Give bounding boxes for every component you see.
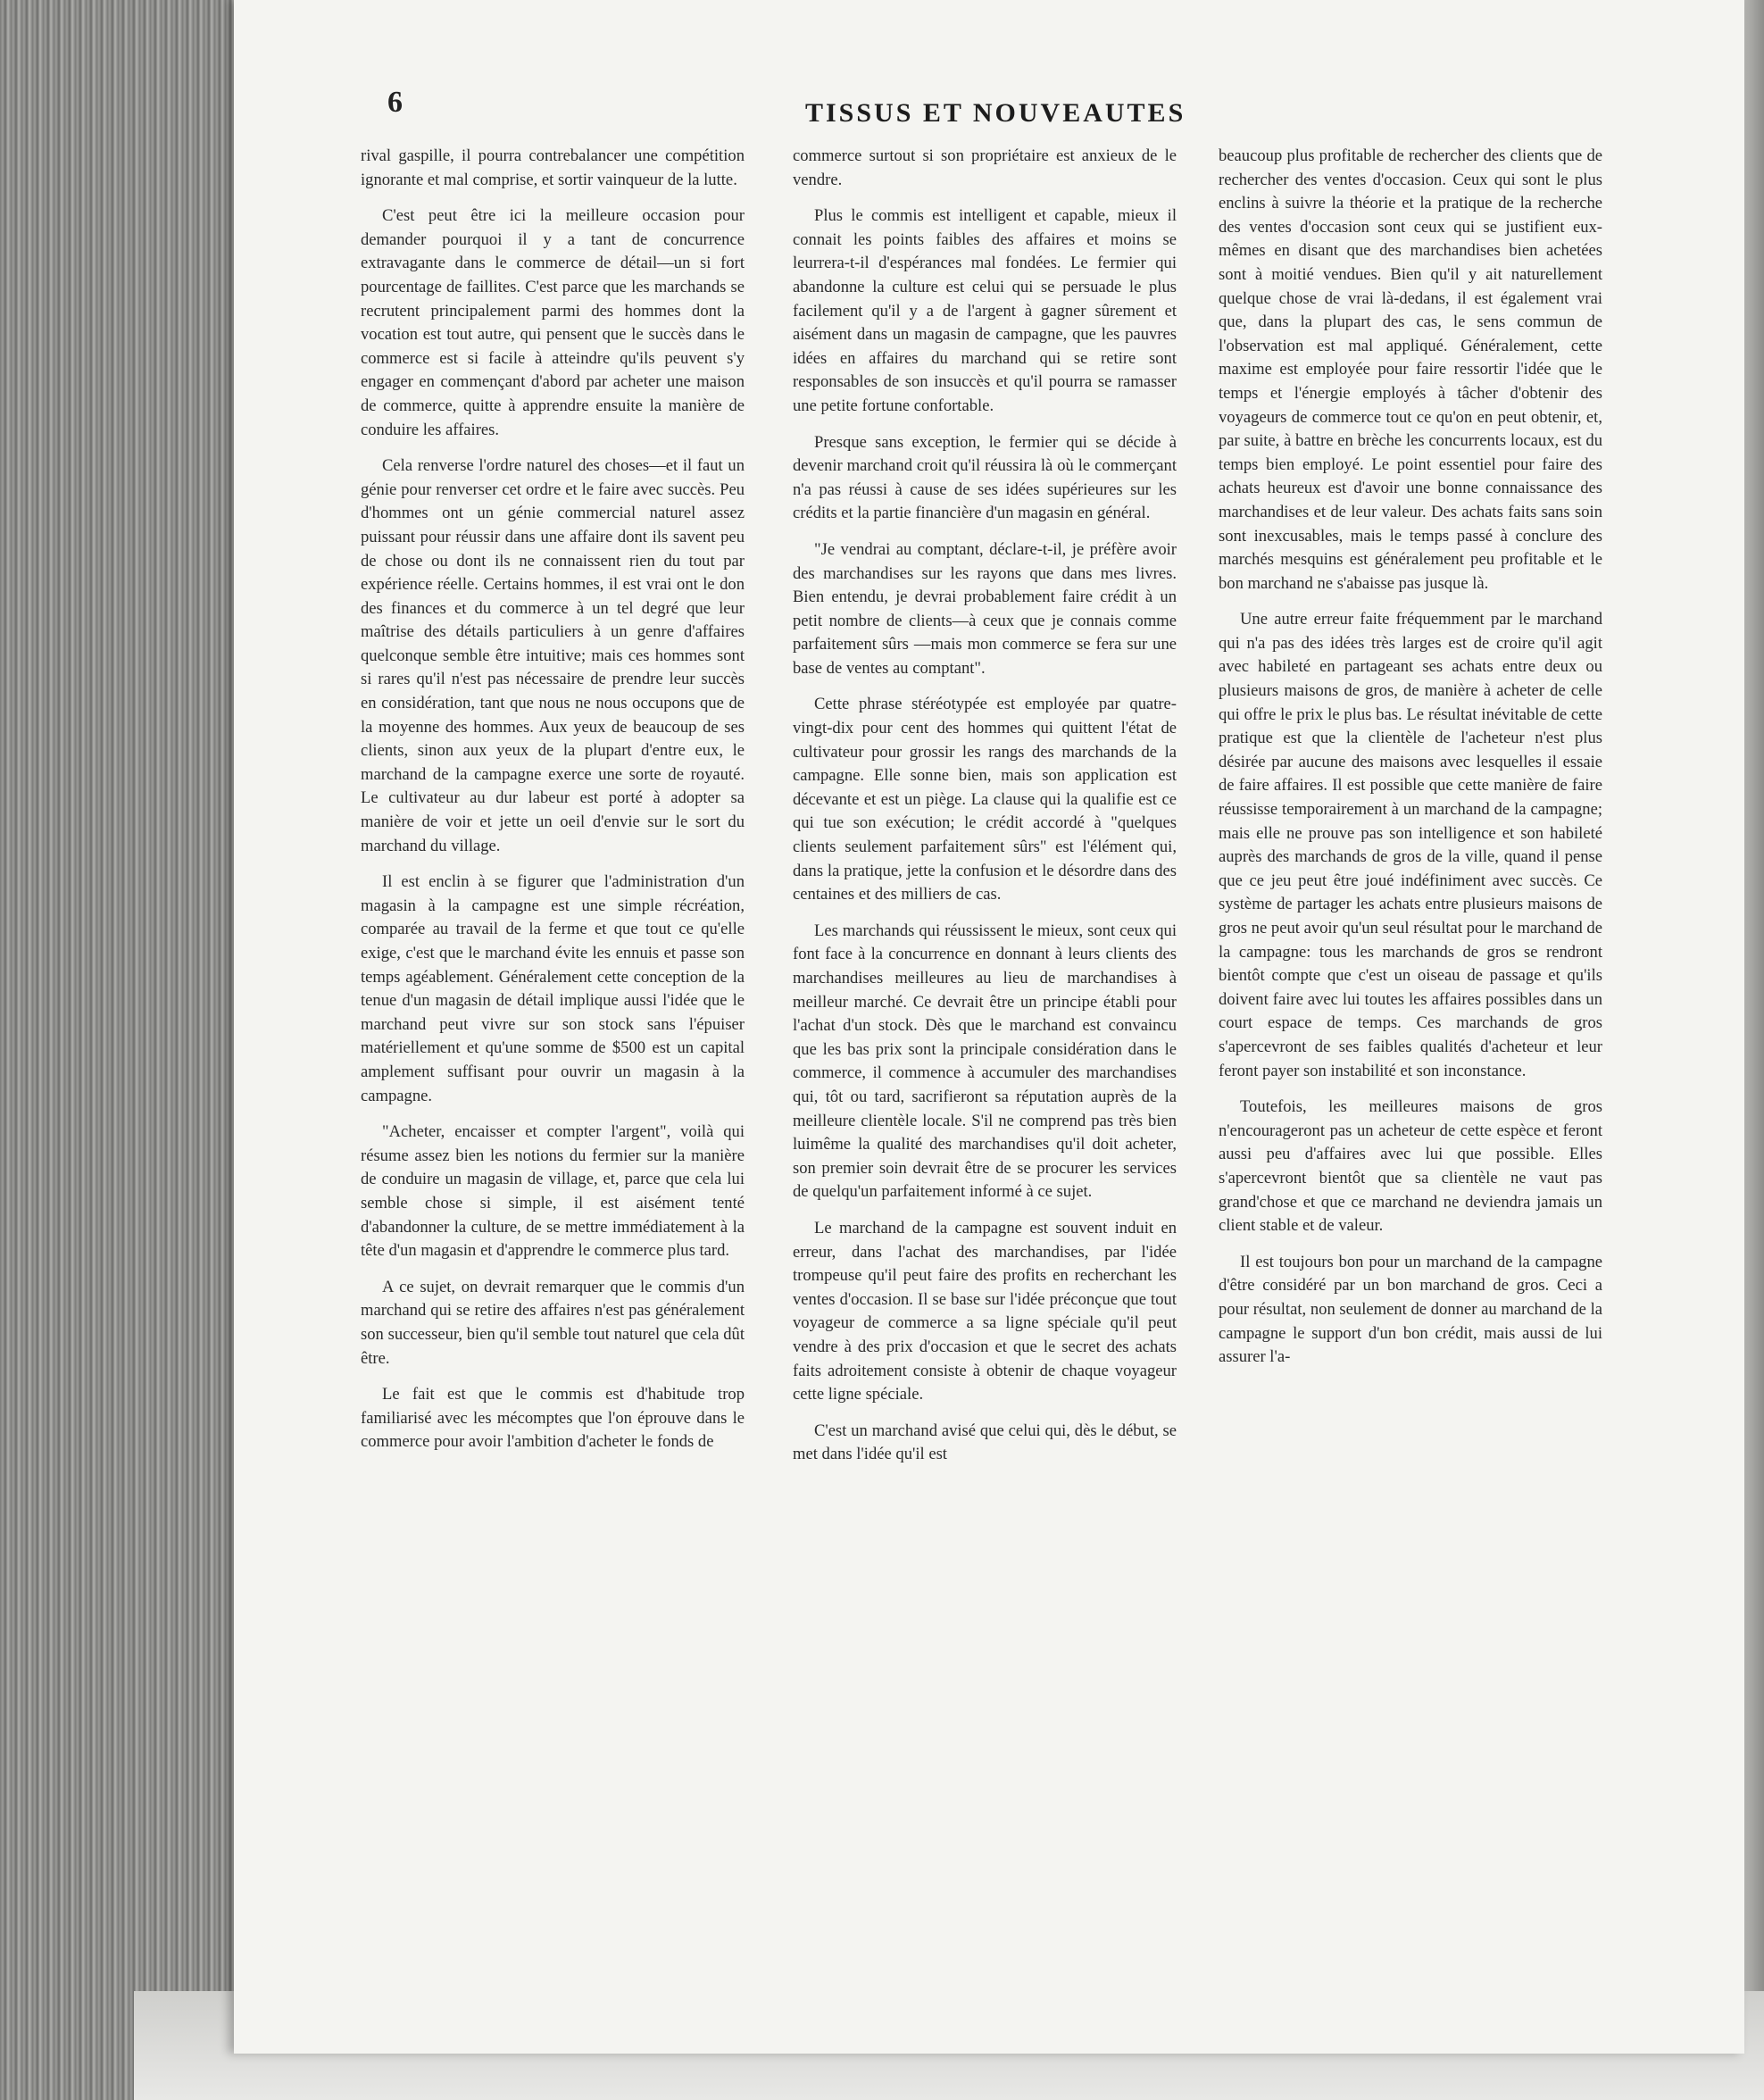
- paragraph: Une autre erreur faite fréquemment par le marchand qui n'a pas des idées très larges est de croire qu'il agit avec habileté en partageant ses achats entre deux ou plusieurs maisons de gros, de manière à acheter de celle qui offre le prix le plus bas. Le résultat inévitable de cette pratique est que la clientèle de l'acheteur n'est plus désirée par aucune des maisons avec lesquelles il essaie de faire affaires. Il est possible que cette manière de faire réussisse temporairement à un marchand de la campagne; mais elle ne prouve pas son intelligence et son habileté auprès des marchands de gros de la ville, quand il pense que ce jeu peut être joué indéfiniment avec succès. Ce système de partager les achats entre plusieurs maisons de gros ne peut avoir qu'un seul résultat pour le marchand de la campagne: tous les marchands de gros se rendront bientôt compte que c'est un oiseau de passage et qu'ils doivent faire avec lui toutes les affaires possibles dans un court espace de temps. Ces marchands de gros s'apercevront de ses faibles qualités d'acheteur et leur feront payer son instabilité et son inconstance.: [1219, 610, 1602, 1080]
- paragraph: rival gaspille, il pourra contrebalancer une compétition ignorante et mal comprise, et sortir vainqueur de la lutte.: [361, 146, 745, 189]
- paragraph: Le fait est que le commis est d'habitude trop familiarisé avec les mécomptes que l'on éprouve dans le commerce pour avoir l'ambition d'acheter le fonds de: [361, 1385, 745, 1452]
- paragraph: Il est enclin à se figurer que l'administration d'un magasin à la campagne est une simple récréation, comparée au travail de la ferme et que tout ce qu'elle exige, c'est que le marchand évite les ennuis et passe son temps agéablement. Généralement cette conception de la tenue d'un magasin de détail implique aussi l'idée que le marchand peut vivre sur son stock sans l'épuiser matériellement et qu'une somme de $500 est un capital amplement suffisant pour ouvrir un magasin à la campagne.: [361, 872, 745, 1105]
- scan-right-edge: [1744, 0, 1764, 2100]
- document-page: [234, 0, 1744, 2054]
- paragraph: "Acheter, encaisser et compter l'argent", voilà qui résume assez bien les notions du fermier sur la manière de conduire un magasin de village, et, parce que cela lui semble chose si simple, il est aisément tenté d'abandonner la culture, de se mettre immédiatement à la tête d'un magasin et d'apprendre le commerce plus tard.: [361, 1122, 745, 1261]
- text-column-2: [793, 145, 1177, 1479]
- paragraph: beaucoup plus profitable de rechercher des clients que de rechercher des ventes d'occasion. Ceux qui sont le plus enclins à suivre la théorie et la pratique de la recherche des ventes d'occasion sont ceux qui se justifient eux-mêmes en disant que des marchandises bien achetées sont à moitié vendues. Bien qu'il y ait naturellement quelque chose de vrai là-dedans, il est également vrai que, dans la plupart des cas, le sens commun de l'observation est mal appliqué. Généralement, cette maxime est employée pour faire ressortir l'idée que le temps et l'énergie employés à tâcher d'obtenir des voyageurs de commerce tout ce qu'on en peut obtenir, et, par suite, à battre en brèche les concurrents locaux, est du temps bien employé. Le point essentiel pour faire des achats heureux est d'avoir une bonne connaissance des marchandises et de leur valeur. Des achats faits sans soin sont inexcusables, mais le temps passé à conclure des marchés mesquins est généralement peu profitable et le bon marchand ne s'abaisse pas jusque là.: [1219, 146, 1602, 593]
- paragraph: commerce surtout si son propriétaire est anxieux de le vendre.: [793, 146, 1177, 189]
- paragraph: Le marchand de la campagne est souvent induit en erreur, dans l'achat des marchandises, par l'idée trompeuse qu'il peut faire des profits en recherchant les ventes d'occasion. Il se base sur l'idée préconçue que tout voyageur de commerce a sa ligne spéciale qu'il peut vendre à des prix d'occasion et que le secret des achats faits adroitement consiste à obtenir de chaque voyageur cette ligne spéciale.: [793, 1218, 1177, 1404]
- paragraph: Cette phrase stéréotypée est employée par quatre-vingt-dix pour cent des hommes qui quittent l'état de cultivateur pour grossir les rangs des marchands de la campagne. Elle sonne bien, mais son application est décevante et est un piège. La clause qui la qualifie est ce qui tue son exécution; le crédit accordé à "quelques clients seulement parfaitement sûrs" est l'élément qui, dans la pratique, jette la confusion et le désordre dans des centaines et des milliers de cas.: [793, 695, 1177, 904]
- text-column-3: [1219, 145, 1602, 1382]
- paragraph: "Je vendrai au comptant, déclare-t-il, je préfère avoir des marchandises sur les rayons que dans mes livres. Bien entendu, je devrai probablement faire crédit à un petit nombre de clients—à ceux que je connais comme parfaitement sûrs —mais mon commerce se fera sur une base de ventes au comptant".: [793, 539, 1177, 678]
- paragraph: Plus le commis est intelligent et capable, mieux il connait les points faibles des affaires et moins se leurrera-t-il d'espérances mal fondées. Le fermier qui abandonne la culture est celui qui se persuade le plus facilement qu'il y a de l'argent à gagner sûrement et aisément dans un magasin de campagne, que les pauvres idées en affaires du marchand qui se retire sont responsables de son insuccès et qu'il pourra se ramasser une petite fortune confortable.: [793, 206, 1177, 415]
- text-column-1: [361, 145, 745, 1467]
- paragraph: A ce sujet, on devrait remarquer que le commis d'un marchand qui se retire des affaires n'est pas généralement son successeur, bien qu'il semble tout naturel que cela dût être.: [361, 1277, 745, 1368]
- book-page-edges: [0, 0, 259, 2100]
- paragraph: Il est toujours bon pour un marchand de la campagne d'être considéré par un bon marchand de gros. Ceci a pour résultat, non seulement de donner au marchand de la campagne le support d'un bon crédit, mais aussi de lui assurer l'a-: [1219, 1252, 1602, 1367]
- paragraph: Toutefois, les meilleures maisons de gros n'encourageront pas un acheteur de cette espèce et feront aussi peu d'affaires avec lui que possible. Elles s'apercevront bientôt que sa clientèle ne vaut pas grand'chose et que ce marchand ne deviendra jamais un client stable et de valeur.: [1219, 1097, 1602, 1236]
- paragraph: C'est peut être ici la meilleure occasion pour demander pourquoi il y a tant de concurrence extravagante dans le commerce de détail—un si fort pourcentage de faillites. C'est parce que les marchands se recrutent principalement parmi des hommes dont la vocation est tout autre, qui pensent que le succès dans le commerce est si facile à atteindre qu'ils peuvent s'y engager en commençant d'abord par acheter une maison de commerce, quitte à apprendre ensuite la manière de conduire les affaires.: [361, 206, 745, 439]
- paragraph: Les marchands qui réussissent le mieux, sont ceux qui font face à la concurrence en donnant à leurs clients des marchandises meilleures au lieu de marchandises à meilleur marché. Ce devrait être un principe établi pour l'achat d'un stock. Dès que le marchand est convaincu que les bas prix sont la principale considération dans le commerce, il commence à accumuler des marchandises qui, tôt ou tard, sacrifieront sa réputation auprès de la meilleure clientèle locale. S'il ne comprend pas très bien luimême la qualité des marchandises qu'il doit acheter, son premier soin devrait être de se procurer les services de quelqu'un parfaitement informé à ce sujet.: [793, 921, 1177, 1202]
- paragraph: Presque sans exception, le fermier qui se décide à devenir marchand croit qu'il réussira là où le commerçant n'a pas réussi à cause de ses idées supérieures sur les crédits et la partie financière d'un magasin en général.: [793, 432, 1177, 523]
- paragraph: C'est un marchand avisé que celui qui, dès le début, se met dans l'idée qu'il est: [793, 1421, 1177, 1464]
- paragraph: Cela renverse l'ordre naturel des choses—et il faut un génie pour renverser cet ordre et le faire avec succès. Peu d'hommes ont un génie commercial naturel assez puissant pour réussir dans une affaire dont ils savent peu de chose ou dont ils ne connaissent rien du tout par expérience réelle. Certains hommes, il est vrai ont le don des finances et du commerce à un tel degré que leur maîtrise des détails particuliers à un genre d'affaires quelconque semble être intuitive; mais ces hommes sont si rares qu'il n'est pas nécessaire de prendre leur succès en considération, tant que nous ne nous occupons que de la moyenne des hommes. Aux yeux de beaucoup de ses clients, sinon aux yeux de la plupart d'entre eux, le marchand de la campagne exerce une sorte de royauté. Le cultivateur au dur labeur est porté à adopter sa manière de voir et jette un oeil d'envie sur le sort du marchand du village.: [361, 456, 745, 855]
- running-title: TISSUS ET NOUVEAUTES: [805, 98, 1186, 128]
- page-number: 6: [387, 86, 403, 119]
